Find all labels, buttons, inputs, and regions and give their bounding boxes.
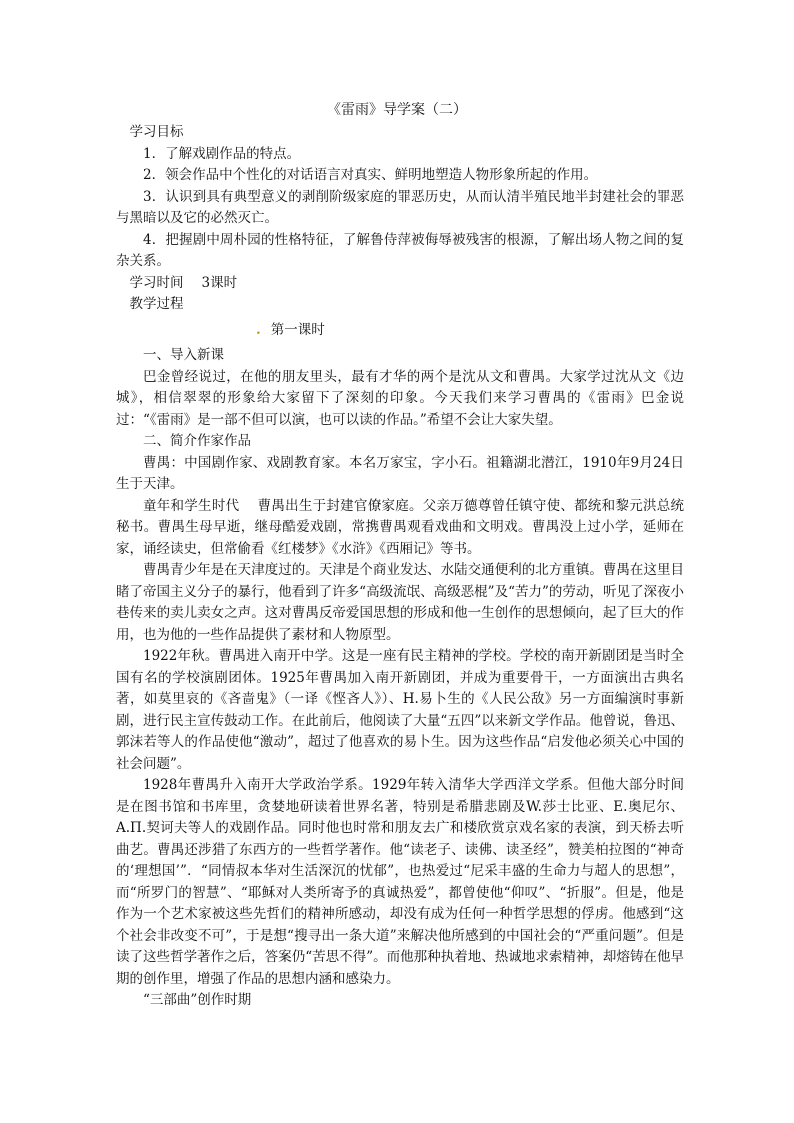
lesson-title: 第一课时: [270, 321, 325, 338]
study-time-value: 3课时: [201, 274, 238, 291]
section1-heading: 一、导入新课: [143, 347, 224, 363]
author-intro-paragraph: 曹禺：中国剧作家、戏剧教育家。本名万家宝，字小石。祖籍湖北潜江，1910年9月24日生于天津。: [116, 454, 684, 492]
childhood-label: 童年和学生时代: [143, 497, 240, 514]
lesson-heading: [116, 320, 684, 342]
document-body: [116, 122, 684, 1012]
goal-item-2: 2．领会作品中个性化的对话语言对真实、鲜明地塑造人物形象所起的作用。: [143, 167, 598, 183]
childhood-text: 曹禺出生于封建官僚家庭。父亲万德尊曾任镇守使、都统和黎元洪总统秘书。曹禺生母早逝，继母酷爱戏剧，常携曹禺观看戏曲和文明戏。曹禺没上过小学，延师在家，诵经读史，但常偷看《红楼梦》《水浒》《西厢记》等书。: [116, 497, 685, 557]
section1-paragraph: 巴金曾经说过，在他的朋友里头，最有才华的两个是沈从文和曹禺。大家学过沈从文《边城》，相信翠翠的形象给大家留下了深刻的印象。今天我们来学习曹禺的《雷雨》巴金说过：“《雷雨》是一部不但可以演，也可以读的作品。”希望不会让大家失望。: [116, 368, 684, 428]
study-time-label: 学习时间: [129, 274, 184, 291]
lesson-dot: .: [256, 321, 261, 338]
process-heading: 教学过程: [129, 296, 184, 312]
page-title: 《雷雨》导学案（二）: [327, 102, 467, 118]
goal-item-1: 1．了解戏剧作品的特点。: [143, 145, 301, 162]
youth-paragraph: 曹禺青少年是在天津度过的。天津是个商业发达、水陆交通便利的北方重镇。曹禺在这里目睹了帝国主义分子的暴行，他看到了许多“高级流氓、高级恶棍”及“苦力”的劳动，听见了深夜小巷传来的卖儿卖女之声。这对曹禺反帝爱国思想的形成和他一生创作的思想倾向，起了巨大的作用，也为他的一些作品提供了素材和人物原型。: [116, 562, 684, 643]
childhood-paragraph: [116, 496, 684, 561]
goal-item-3: 3．认识到具有典型意义的剥削阶级家庭的罪恶历史，从而认清半殖民地半封建社会的罪恶与黑暗以及它的必然灭亡。: [116, 188, 684, 226]
trilogy-heading: “三部曲”创作时期: [143, 992, 252, 1008]
goals-heading: 学习目标: [129, 124, 184, 140]
goal-item-4: 4．把握剧中周朴园的性格特征，了解鲁侍萍被侮辱被残害的根源，了解出场人物之间的复杂关系。: [116, 231, 684, 269]
university-paragraph: 1928年曹禺升入南开大学政治学系。1929年转入清华大学西洋文学系。但他大部分时间是在图书馆和书库里，贪婪地研读着世界名著，特别是希腊悲剧及W.莎士比亚、E.奥尼尔、A.Π.契诃夫等人的戏剧作品。同时他也时常和朋友去广和楼欣赏京戏名家的表演，到天桥去听曲艺。曹禺还涉猎了东西方的一些哲学著作。他“读老子、读佛、读圣经”，赞美柏拉图的“神奇的‘理想国’”．“同情叔本华对生活深沉的忧郁”，也热爱过“尼采丰盛的生命力与超人的思想”，而“所罗门的智慧”、“耶稣对人类所寄予的真诚热爱”，都曾使他“仰叹”、“折服”。但是，他是作为一个艺术家被这些先哲们的精神所感动，却没有成为任何一种哲学思想的俘虏。他感到“这个社会非改变不可”，于是想“搜寻出一条大道”来解决他所感到的中国社会的“严重问题”。但是读了这些哲学著作之后，答案仍“苦思不得”。而他那种执着地、热诚地求索精神，却熔铸在他早期的创作里，增强了作品的思想内涵和感染力。: [116, 777, 684, 987]
study-time: [116, 273, 684, 295]
nankai-paragraph: 1922年秋。曹禺进入南开中学。这是一座有民主精神的学校。学校的南开新剧团是当时全国有名的学校演剧团体。1925年曹禺加入南开新剧团，并成为重要骨干，一方面演出古典名著，如莫里哀的《吝啬鬼》（一译《悭吝人》）、H.易卜生的《人民公敌》另一方面编演时事新剧，进行民主宣传鼓动工作。在此前后，他阅读了大量“五四”以来新文学作品。他曾说，鲁迅、郭沫若等人的作品使他“激动”，超过了他喜欢的易卜生。因为这些作品“启发他必须关心中国的社会问题”。: [116, 648, 684, 772]
section2-heading: 二、简介作家作品: [143, 433, 251, 449]
